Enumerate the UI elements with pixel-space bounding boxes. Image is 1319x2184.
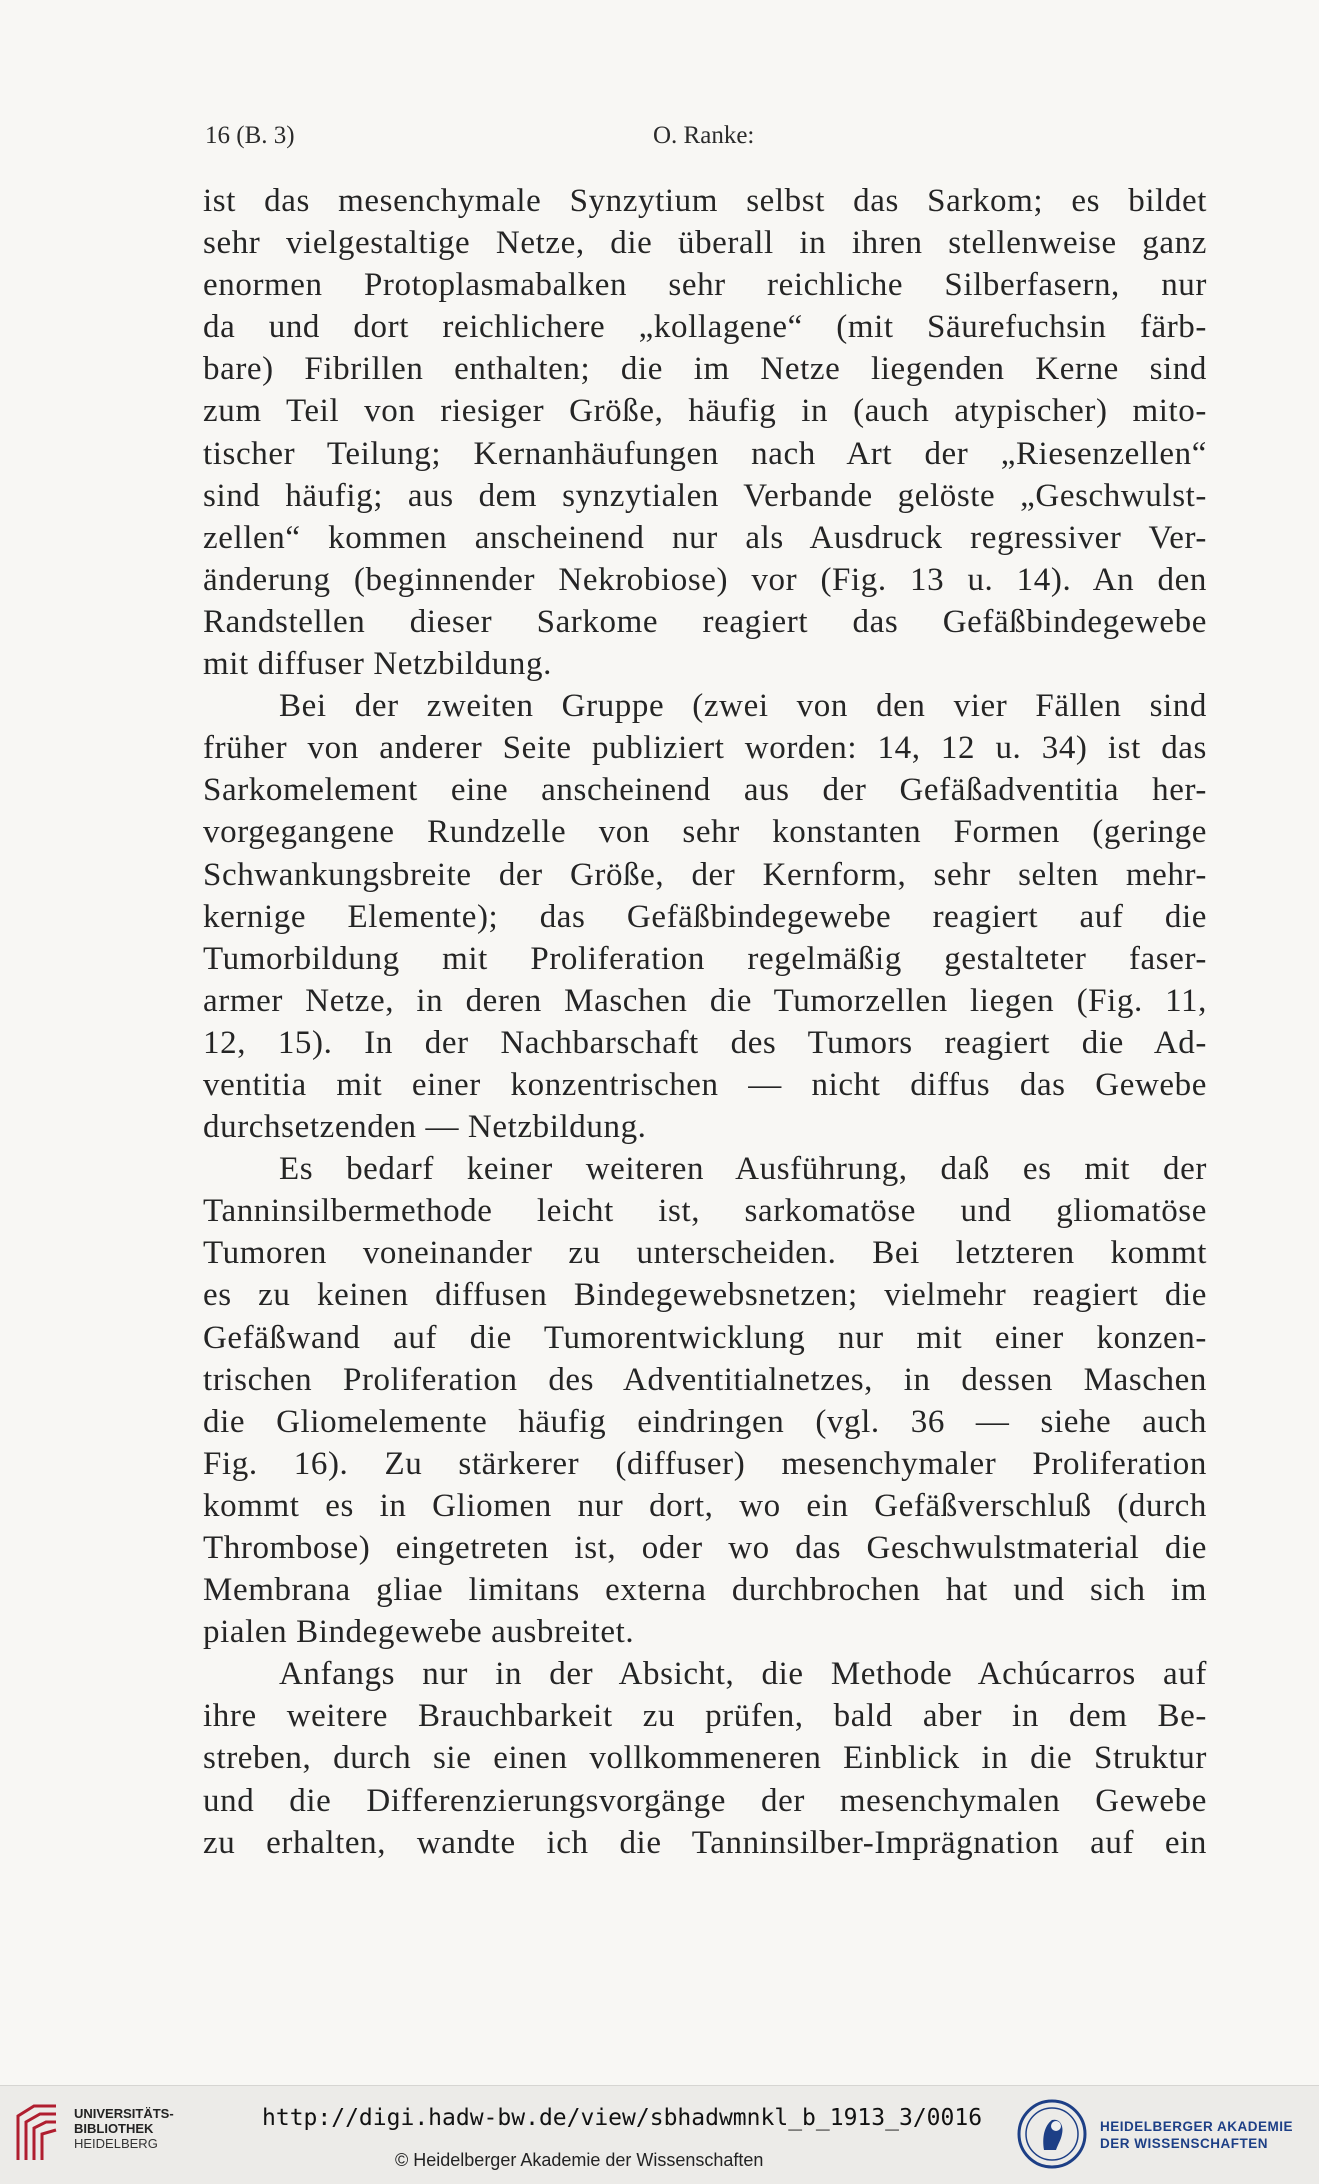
library-name [74,2106,174,2151]
text-line: ist das mesenchymale Synzytium selbst das Sarkom; es bildet [203,183,1207,219]
text-line: Membrana gliae limitans externa durchbrochen hat und sich im [203,1572,1207,1609]
text-line: Tanninsilbermethode leicht ist, sarkomatöse und gliomatöse [203,1193,1207,1230]
text-line: Gefäßwand auf die Tumorentwicklung nur mit einer konzen- [203,1319,1207,1356]
text-line: armer Netze, in deren Maschen die Tumorzellen liegen (Fig. 11, [203,982,1207,1019]
academy-name-line: DER WISSENSCHAFTEN [1100,2136,1269,2151]
library-name-line: UNIVERSITÄTS- [74,2106,174,2121]
text-line: Es bedarf keiner weiteren Ausführung, daß es mit der [279,1151,1207,1188]
text-line: sind häufig; aus dem synzytialen Verbande gelöste „Geschwulst- [203,477,1207,514]
text-line: Randstellen dieser Sarkome reagiert das Gefäßbindegewebe [203,603,1207,640]
text-line: zum Teil von riesiger Größe, häufig in (auch atypischer) mito- [203,393,1207,430]
text-line: zellen“ kommen anscheinend nur als Ausdruck regressiver Ver- [203,519,1207,556]
text-line: Tumoren voneinander zu unterscheiden. Bei letzteren kommt [203,1235,1207,1272]
library-logo-icon [12,2102,62,2164]
academy-seal-icon [1016,2098,1088,2170]
text-line: pialen Bindegewebe ausbreitet. [203,1614,635,1651]
page-number: 16 (B. 3) [205,122,295,149]
text-line: änderung (beginnender Nekrobiose) vor (Fig. 13 u. 14). An den [203,561,1207,598]
running-title: O. Ranke: [653,122,755,149]
text-line: tischer Teilung; Kernanhäufungen nach Art der „Riesenzellen“ [203,435,1207,472]
academy-name [1100,2118,1293,2152]
text-line: mit diffuser Netzbildung. [203,646,552,683]
library-name-line: BIBLIOTHEK [74,2121,154,2136]
university-library-logo[interactable] [12,2094,182,2174]
text-line: da und dort reichlichere „kollagene“ (mit Säurefuchsin färb- [203,309,1207,346]
text-line: sehr vielgestaltige Netze, die überall in ihren stellenweise ganz [203,225,1207,262]
text-line: streben, durch sie einen vollkommeneren Einblick in die Struktur [203,1740,1207,1777]
permalink-url[interactable]: http://digi.hadw-bw.de/view/sbhadwmnkl_b_1913_3/0016 [262,2105,983,2131]
text-line: Thrombose) eingetreten ist, oder wo das Geschwulstmaterial die [203,1530,1207,1566]
text-line: Fig. 16). Zu stärkerer (diffuser) mesenchymaler Proliferation [203,1445,1207,1482]
text-line: Bei der zweiten Gruppe (zwei von den vier Fällen sind [279,688,1207,725]
text-line: Sarkomelement eine anscheinend aus der Gefäßadventitia her- [203,772,1207,809]
academy-name-line: HEIDELBERGER AKADEMIE [1100,2119,1294,2134]
text-line: durchsetzenden — Netzbildung. [203,1109,647,1146]
copyright-notice: © Heidelberger Akademie der Wissenschaften [395,2150,764,2170]
text-line: vorgegangene Rundzelle von sehr konstanten Formen (geringe [203,814,1207,851]
text-line: bare) Fibrillen enthalten; die im Netze liegenden Kerne sind [203,351,1207,388]
text-line: enormen Protoplasmabalken sehr reichliche Silberfasern, nur [203,267,1207,304]
text-line: trischen Proliferation des Adventitialnetzes, in dessen Maschen [203,1361,1207,1398]
text-line: kommt es in Gliomen nur dort, wo ein Gefäßverschluß (durch [203,1487,1207,1524]
text-line: 12, 15). In der Nachbarschaft des Tumors reagiert die Ad- [203,1024,1207,1061]
text-line: ventitia mit einer konzentrischen — nicht diffus das Gewebe [203,1066,1207,1103]
text-line: Tumorbildung mit Proliferation regelmäßig gestalteter faser- [203,940,1207,977]
body-text [203,180,1207,1864]
library-city: HEIDELBERG [74,2136,158,2151]
text-line: früher von anderer Seite publiziert worden: 14, 12 u. 34) ist das [203,730,1207,767]
text-line: es zu keinen diffusen Bindegewebsnetzen; vielmehr reagiert die [203,1277,1207,1314]
text-line: ihre weitere Brauchbarkeit zu prüfen, bald aber in dem Be- [203,1698,1207,1735]
text-line: Schwankungsbreite der Größe, der Kernform, sehr selten mehr- [203,856,1207,893]
text-line: und die Differenzierungsvorgänge der mesenchymalen Gewebe [203,1782,1207,1819]
text-line: die Gliomelemente häufig eindringen (vgl. 36 — siehe auch [203,1403,1207,1440]
page-header [205,122,1205,162]
text-line: kernige Elemente); das Gefäßbindegewebe reagiert auf die [203,898,1207,935]
academy-logo[interactable] [1016,2094,1306,2174]
text-line: zu erhalten, wandte ich die Tanninsilber-Imprägnation auf ein [203,1824,1207,1861]
text-line: Anfangs nur in der Absicht, die Methode Achúcarros auf [279,1656,1207,1693]
